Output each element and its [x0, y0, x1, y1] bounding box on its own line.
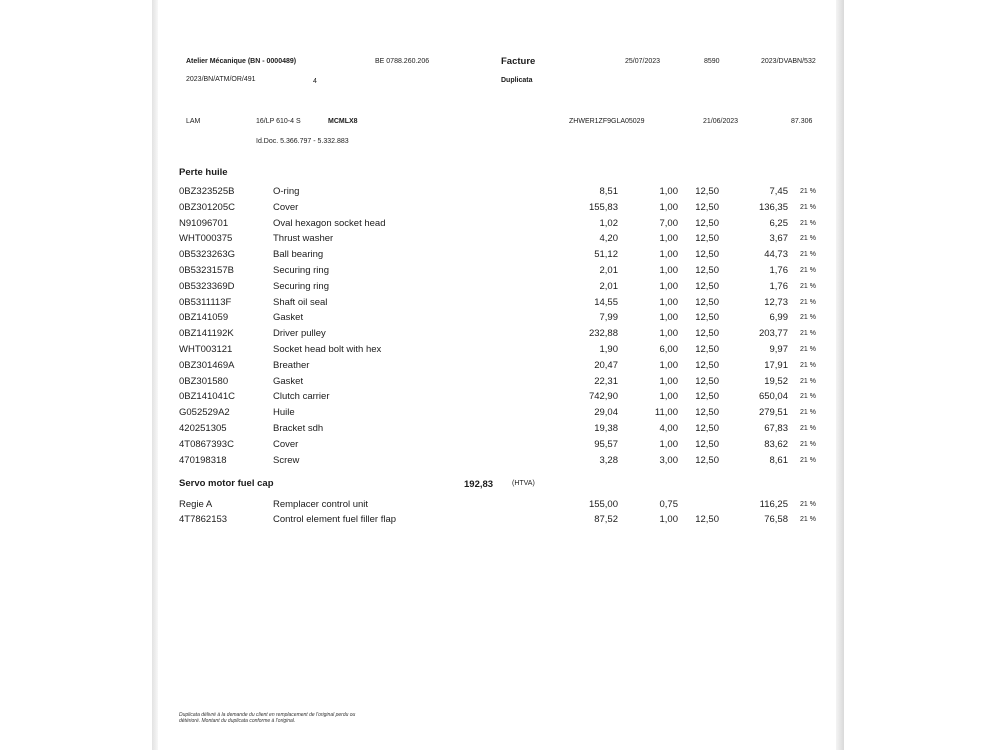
vat-rate: 21 % [800, 219, 816, 227]
table-row [158, 344, 836, 360]
quantity: 3,00 [659, 454, 678, 466]
vat-rate: 21 % [800, 346, 816, 353]
quantity: 1,00 [659, 186, 678, 197]
line-total: 1,76 [769, 280, 788, 292]
unit-price: 29,04 [594, 407, 618, 419]
table-row [158, 265, 836, 281]
part-code: 0B5323369D [179, 280, 235, 292]
line-total: 203,77 [758, 328, 788, 340]
garage-name: Atelier Mécanique (BN - 0000489) [186, 58, 297, 65]
discount-rate: 12,50 [695, 312, 719, 324]
line-total: 116,25 [759, 499, 788, 510]
vehicle-vin: ZHWER1ZF9GLA05029 [569, 118, 645, 125]
page-shadow-right [836, 0, 844, 750]
vat-rate: 21 % [800, 235, 816, 243]
unit-price: 155,00 [588, 499, 618, 510]
unit-price: 1,90 [599, 344, 618, 355]
quantity: 1,00 [659, 296, 678, 308]
table-row [158, 328, 836, 344]
line-total: 279,51 [758, 407, 788, 419]
table-row [158, 297, 836, 313]
vat-rate: 21 % [800, 361, 816, 369]
line-total: 19,52 [764, 375, 788, 387]
document-type: Facture [501, 56, 536, 67]
vat-rate: 21 % [800, 409, 816, 417]
unit-price: 742,90 [588, 391, 618, 403]
unit-price: 22,31 [594, 375, 618, 387]
table-row [158, 186, 836, 202]
part-description: Securing ring [273, 265, 329, 276]
line-total: 67,83 [764, 423, 788, 434]
section-title-servo-motor: Servo motor fuel cap [179, 478, 274, 489]
part-description: Breather [273, 359, 310, 371]
unit-price: 3,28 [599, 454, 618, 466]
part-description: Securing ring [273, 280, 329, 292]
vehicle-type: 16/LP 610-4 S [256, 118, 301, 125]
discount-rate: 12,50 [695, 423, 719, 434]
line-total: 83,62 [764, 438, 788, 450]
part-description: Thrust washer [273, 233, 334, 245]
unit-price: 95,57 [594, 438, 618, 450]
table-row [158, 423, 836, 439]
section-subtotal: 192,83 [464, 479, 494, 490]
section-title-oil-loss: Perte huile [179, 167, 228, 178]
part-description: Gasket [273, 312, 304, 324]
part-code: 0BZ141059 [179, 312, 229, 324]
discount-rate: 12,50 [695, 233, 719, 245]
table-row [158, 499, 836, 515]
part-code: 4T0867393C [179, 438, 234, 450]
part-code: WHT000375 [179, 233, 233, 245]
vehicle-model: MCMLX8 [328, 118, 358, 125]
table-row [158, 281, 836, 297]
line-total: 17,91 [764, 359, 788, 371]
discount-rate: 12,50 [695, 265, 719, 276]
part-description: O-ring [273, 186, 300, 197]
part-code: G052529A2 [179, 407, 230, 419]
vat-rate: 21 % [800, 377, 816, 385]
discount-rate: 12,50 [695, 280, 719, 292]
part-description: Control element fuel filler flap [273, 514, 397, 525]
duplicate-notice-line2: détérioré. Montant du duplicata conforme à l'original. [179, 718, 296, 724]
part-description: Bracket sdh [273, 423, 324, 434]
line-total: 44,73 [764, 249, 788, 261]
part-code: 0BZ141192K [179, 328, 234, 340]
quantity: 1,00 [659, 438, 678, 450]
quantity: 1,00 [659, 375, 678, 387]
line-total: 7,45 [769, 186, 788, 197]
discount-rate: 12,50 [695, 186, 719, 197]
discount-rate: 12,50 [695, 249, 719, 261]
quantity: 11,00 [654, 407, 678, 419]
order-reference: 2023/BN/ATM/OR/491 [186, 76, 256, 83]
part-description: Cover [273, 201, 299, 213]
line-total: 136,35 [758, 201, 788, 213]
table-row [158, 360, 836, 376]
discount-rate: 12,50 [695, 328, 719, 340]
vehicle-make: LAM [186, 118, 201, 125]
discount-rate: 12,50 [695, 454, 719, 466]
discount-rate: 12,50 [695, 201, 719, 213]
part-description: Remplacer control unit [273, 499, 369, 510]
vat-rate: 21 % [800, 188, 816, 195]
discount-rate: 12,50 [695, 344, 719, 355]
vat-number: BE 0788.260.206 [375, 58, 430, 65]
vat-rate: 21 % [800, 251, 816, 259]
quantity: 0,75 [659, 499, 678, 510]
part-description: Shaft oil seal [273, 296, 328, 308]
vat-rate: 21 % [800, 456, 816, 464]
unit-price: 2,01 [599, 265, 618, 276]
quantity: 6,00 [659, 344, 678, 355]
client-number: 8590 [704, 58, 720, 65]
table-row [158, 376, 836, 392]
quantity: 1,00 [659, 265, 678, 276]
part-code: N91096701 [179, 217, 229, 229]
line-total: 8,61 [769, 454, 788, 466]
invoice-page [158, 0, 836, 750]
line-total: 9,97 [769, 344, 788, 355]
part-code: 0B5323157B [179, 265, 234, 276]
table-row [158, 391, 836, 407]
part-code: 0B5323263G [179, 249, 235, 261]
vat-rate: 21 % [800, 501, 816, 508]
unit-price: 14,55 [594, 296, 618, 308]
part-description: Ball bearing [273, 249, 324, 261]
table-row [158, 218, 836, 234]
part-description: Gasket [273, 375, 304, 387]
quantity: 4,00 [659, 423, 678, 434]
part-description: Socket head bolt with hex [273, 344, 382, 355]
line-total: 76,58 [764, 514, 788, 525]
table-row [158, 439, 836, 455]
table-row [158, 202, 836, 218]
unit-price: 20,47 [594, 359, 618, 371]
table-row [158, 312, 836, 328]
quantity: 1,00 [659, 391, 678, 403]
table-row [158, 407, 836, 423]
table-row [158, 233, 836, 249]
unit-price: 19,38 [594, 423, 618, 434]
vehicle-mileage: 87.306 [791, 118, 813, 125]
unit-price: 8,51 [599, 186, 618, 197]
vat-rate: 21 % [800, 440, 816, 448]
quantity: 1,00 [659, 249, 678, 261]
discount-rate: 12,50 [695, 391, 719, 403]
quantity: 1,00 [659, 233, 678, 245]
registration-date: 21/06/2023 [703, 118, 739, 125]
quantity: 1,00 [659, 359, 678, 371]
vat-rate: 21 % [800, 203, 816, 211]
quantity: 1,00 [659, 201, 678, 213]
unit-price: 7,99 [599, 312, 618, 324]
line-total: 3,67 [769, 233, 788, 245]
part-code: 0BZ301469A [179, 359, 235, 371]
part-description: Oval hexagon socket head [273, 217, 386, 229]
vat-rate: 21 % [800, 516, 816, 523]
id-document: Id.Doc. 5.366.797 - 5.332.883 [256, 138, 349, 145]
part-code: Regie A [179, 499, 213, 510]
part-code: WHT003121 [179, 344, 233, 355]
part-code: 420251305 [179, 423, 227, 434]
unit-price: 2,01 [599, 280, 618, 292]
part-code: 0BZ301205C [179, 201, 235, 213]
vat-rate: 21 % [800, 314, 816, 322]
discount-rate: 12,50 [695, 514, 719, 525]
quantity: 1,00 [659, 514, 678, 525]
quantity: 1,00 [659, 312, 678, 324]
quantity: 1,00 [659, 280, 678, 292]
part-code: 470198318 [179, 454, 227, 466]
line-total: 6,25 [769, 217, 788, 229]
duplicate-label: Duplicata [501, 77, 533, 84]
unit-price: 155,83 [588, 201, 618, 213]
subtotal-label: (HTVA) [512, 480, 535, 487]
table-row [158, 249, 836, 265]
duplicate-notice [179, 712, 355, 724]
vat-rate: 21 % [800, 393, 816, 401]
invoice-reference: 2023/DVABN/532 [761, 58, 816, 65]
vat-rate: 21 % [800, 330, 816, 338]
discount-rate: 12,50 [695, 438, 719, 450]
part-description: Clutch carrier [273, 391, 330, 403]
unit-price: 87,52 [594, 514, 618, 525]
part-code: 4T7862153 [179, 514, 228, 525]
unit-price: 232,88 [588, 328, 618, 340]
duplicate-notice-line1: Duplicata délivré à la demande du client en remplacement de l'original perdu ou [179, 712, 356, 718]
unit-price: 1,02 [599, 217, 618, 229]
part-description: Screw [273, 454, 300, 466]
quantity: 7,00 [659, 217, 678, 229]
discount-rate: 12,50 [695, 375, 719, 387]
vat-rate: 21 % [800, 267, 816, 274]
invoice-date: 25/07/2023 [625, 58, 661, 65]
line-total: 6,99 [769, 312, 788, 324]
part-description: Cover [273, 438, 299, 450]
part-code: 0BZ301580 [179, 375, 229, 387]
part-code: 0B5311113F [179, 296, 232, 308]
discount-rate: 12,50 [695, 217, 719, 229]
quantity: 1,00 [659, 328, 678, 340]
discount-rate: 12,50 [695, 359, 719, 371]
unit-price: 4,20 [599, 233, 618, 245]
vat-rate: 21 % [800, 282, 816, 290]
table-row [158, 514, 836, 530]
line-total: 12,73 [764, 296, 788, 308]
discount-rate: 12,50 [695, 407, 719, 419]
vat-rate: 21 % [800, 298, 816, 306]
part-description: Driver pulley [273, 328, 326, 340]
line-total: 1,76 [769, 265, 788, 276]
part-code: 0BZ323525B [179, 186, 235, 197]
copy-number: 4 [313, 78, 317, 85]
part-description: Huile [273, 407, 295, 419]
discount-rate: 12,50 [695, 296, 719, 308]
table-row [158, 455, 836, 471]
unit-price: 51,12 [594, 249, 618, 261]
vat-rate: 21 % [800, 425, 816, 432]
line-total: 650,04 [758, 391, 788, 403]
part-code: 0BZ141041C [179, 391, 235, 403]
